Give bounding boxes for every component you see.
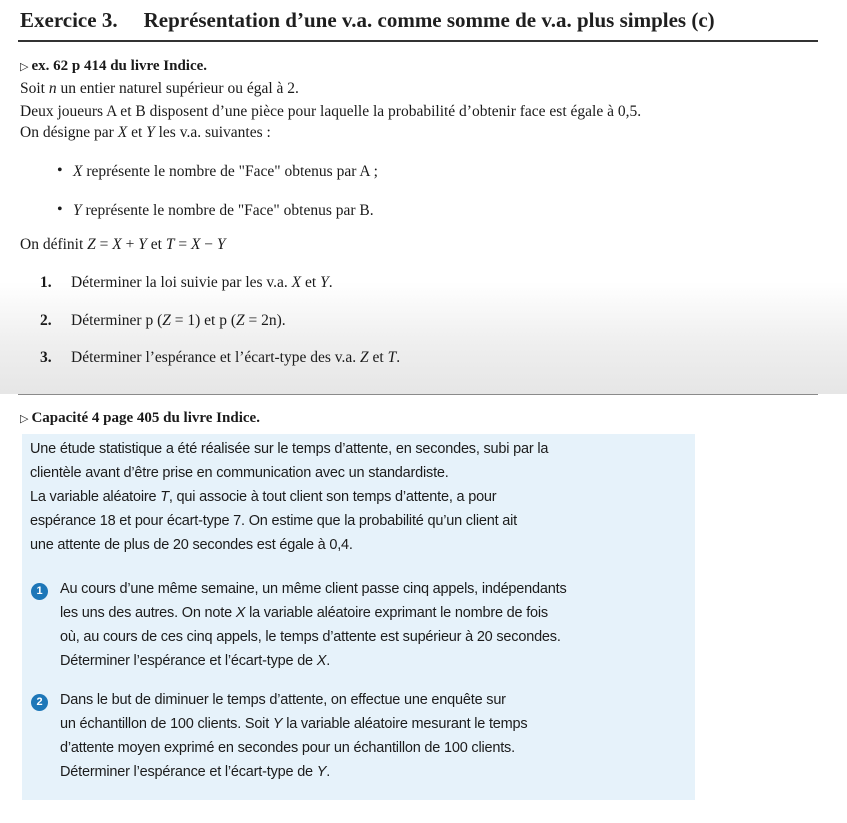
question-text: Déterminer p (Z = 1) et p (Z = 2n). bbox=[71, 312, 286, 329]
intro-line: Deux joueurs A et B disposent d’une pièce pour laquelle la probabilité d’obtenir face est égale à 0,5. bbox=[20, 103, 642, 120]
capacite-intro-line: espérance 18 et pour écart-type 7. On estime que la probabilité qu’un client ait bbox=[30, 513, 517, 529]
question-text: Déterminer l’espérance et l’écart-type des v.a. Z et T. bbox=[71, 349, 401, 366]
capacite-intro-line: Une étude statistique a été réalisée sur le temps d’attente, en secondes, subi par la bbox=[30, 441, 549, 457]
question-text: Déterminer la loi suivie par les v.a. X et Y. bbox=[71, 274, 333, 291]
capacite-intro-line: La variable aléatoire T, qui associe à tout client son temps d’attente, a pour bbox=[30, 489, 497, 505]
item-line: les uns des autres. On note X la variable aléatoire exprimant le nombre de fois bbox=[60, 605, 548, 621]
exercise-heading: Représentation d’une v.a. comme somme de v.a. plus simples (c) bbox=[143, 8, 715, 32]
item-line: d’attente moyen exprimé en secondes pour un échantillon de 100 clients. bbox=[60, 740, 515, 756]
bullet-item: Y représente le nombre de "Face" obtenus par B. bbox=[73, 202, 374, 219]
item-line: Déterminer l’espérance et l’écart-type de X. bbox=[60, 653, 331, 669]
exercise-number: Exercice 3. bbox=[20, 8, 118, 32]
bullet-icon: • bbox=[57, 162, 63, 179]
item-line: Dans le but de diminuer le temps d’attente, on effectue une enquête sur bbox=[60, 692, 506, 708]
item-number-badge: 1 bbox=[31, 583, 48, 600]
item-line: Déterminer l’espérance et l’écart-type de Y. bbox=[60, 764, 331, 780]
question-number: 2. bbox=[40, 312, 52, 329]
intro-line: Soit n un entier naturel supérieur ou égal à 2. bbox=[20, 80, 299, 97]
section-divider bbox=[18, 394, 818, 395]
triangle-marker-icon: ▷ bbox=[20, 61, 29, 73]
item-number-badge: 2 bbox=[31, 694, 48, 711]
triangle-marker-icon: ▷ bbox=[20, 413, 29, 425]
question-number: 1. bbox=[40, 274, 52, 291]
item-line: où, au cours de ces cinq appels, le temps d’attente est supérieur à 20 secondes. bbox=[60, 629, 561, 645]
item-line: Au cours d’une même semaine, un même client passe cinq appels, indépendants bbox=[60, 581, 567, 597]
capacite-intro-line: clientèle avant d’être prise en communication avec un standardiste. bbox=[30, 465, 449, 481]
definition-line: On définit Z = X + Y et T = X − Y bbox=[20, 236, 226, 253]
exercise-reference: ▷ ex. 62 p 414 du livre Indice. bbox=[20, 58, 208, 74]
capacite-box bbox=[22, 434, 695, 800]
question-number: 3. bbox=[40, 349, 52, 366]
bullet-item: X représente le nombre de "Face" obtenus par A ; bbox=[73, 163, 378, 180]
capacite-intro-line: une attente de plus de 20 secondes est égale à 0,4. bbox=[30, 537, 353, 553]
capacite-reference: ▷ Capacité 4 page 405 du livre Indice. bbox=[20, 410, 260, 426]
exercise-title bbox=[20, 8, 820, 33]
bullet-icon: • bbox=[57, 201, 63, 218]
item-line: un échantillon de 100 clients. Soit Y la variable aléatoire mesurant le temps bbox=[60, 716, 528, 732]
intro-line: On désigne par X et Y les v.a. suivantes : bbox=[20, 124, 271, 141]
